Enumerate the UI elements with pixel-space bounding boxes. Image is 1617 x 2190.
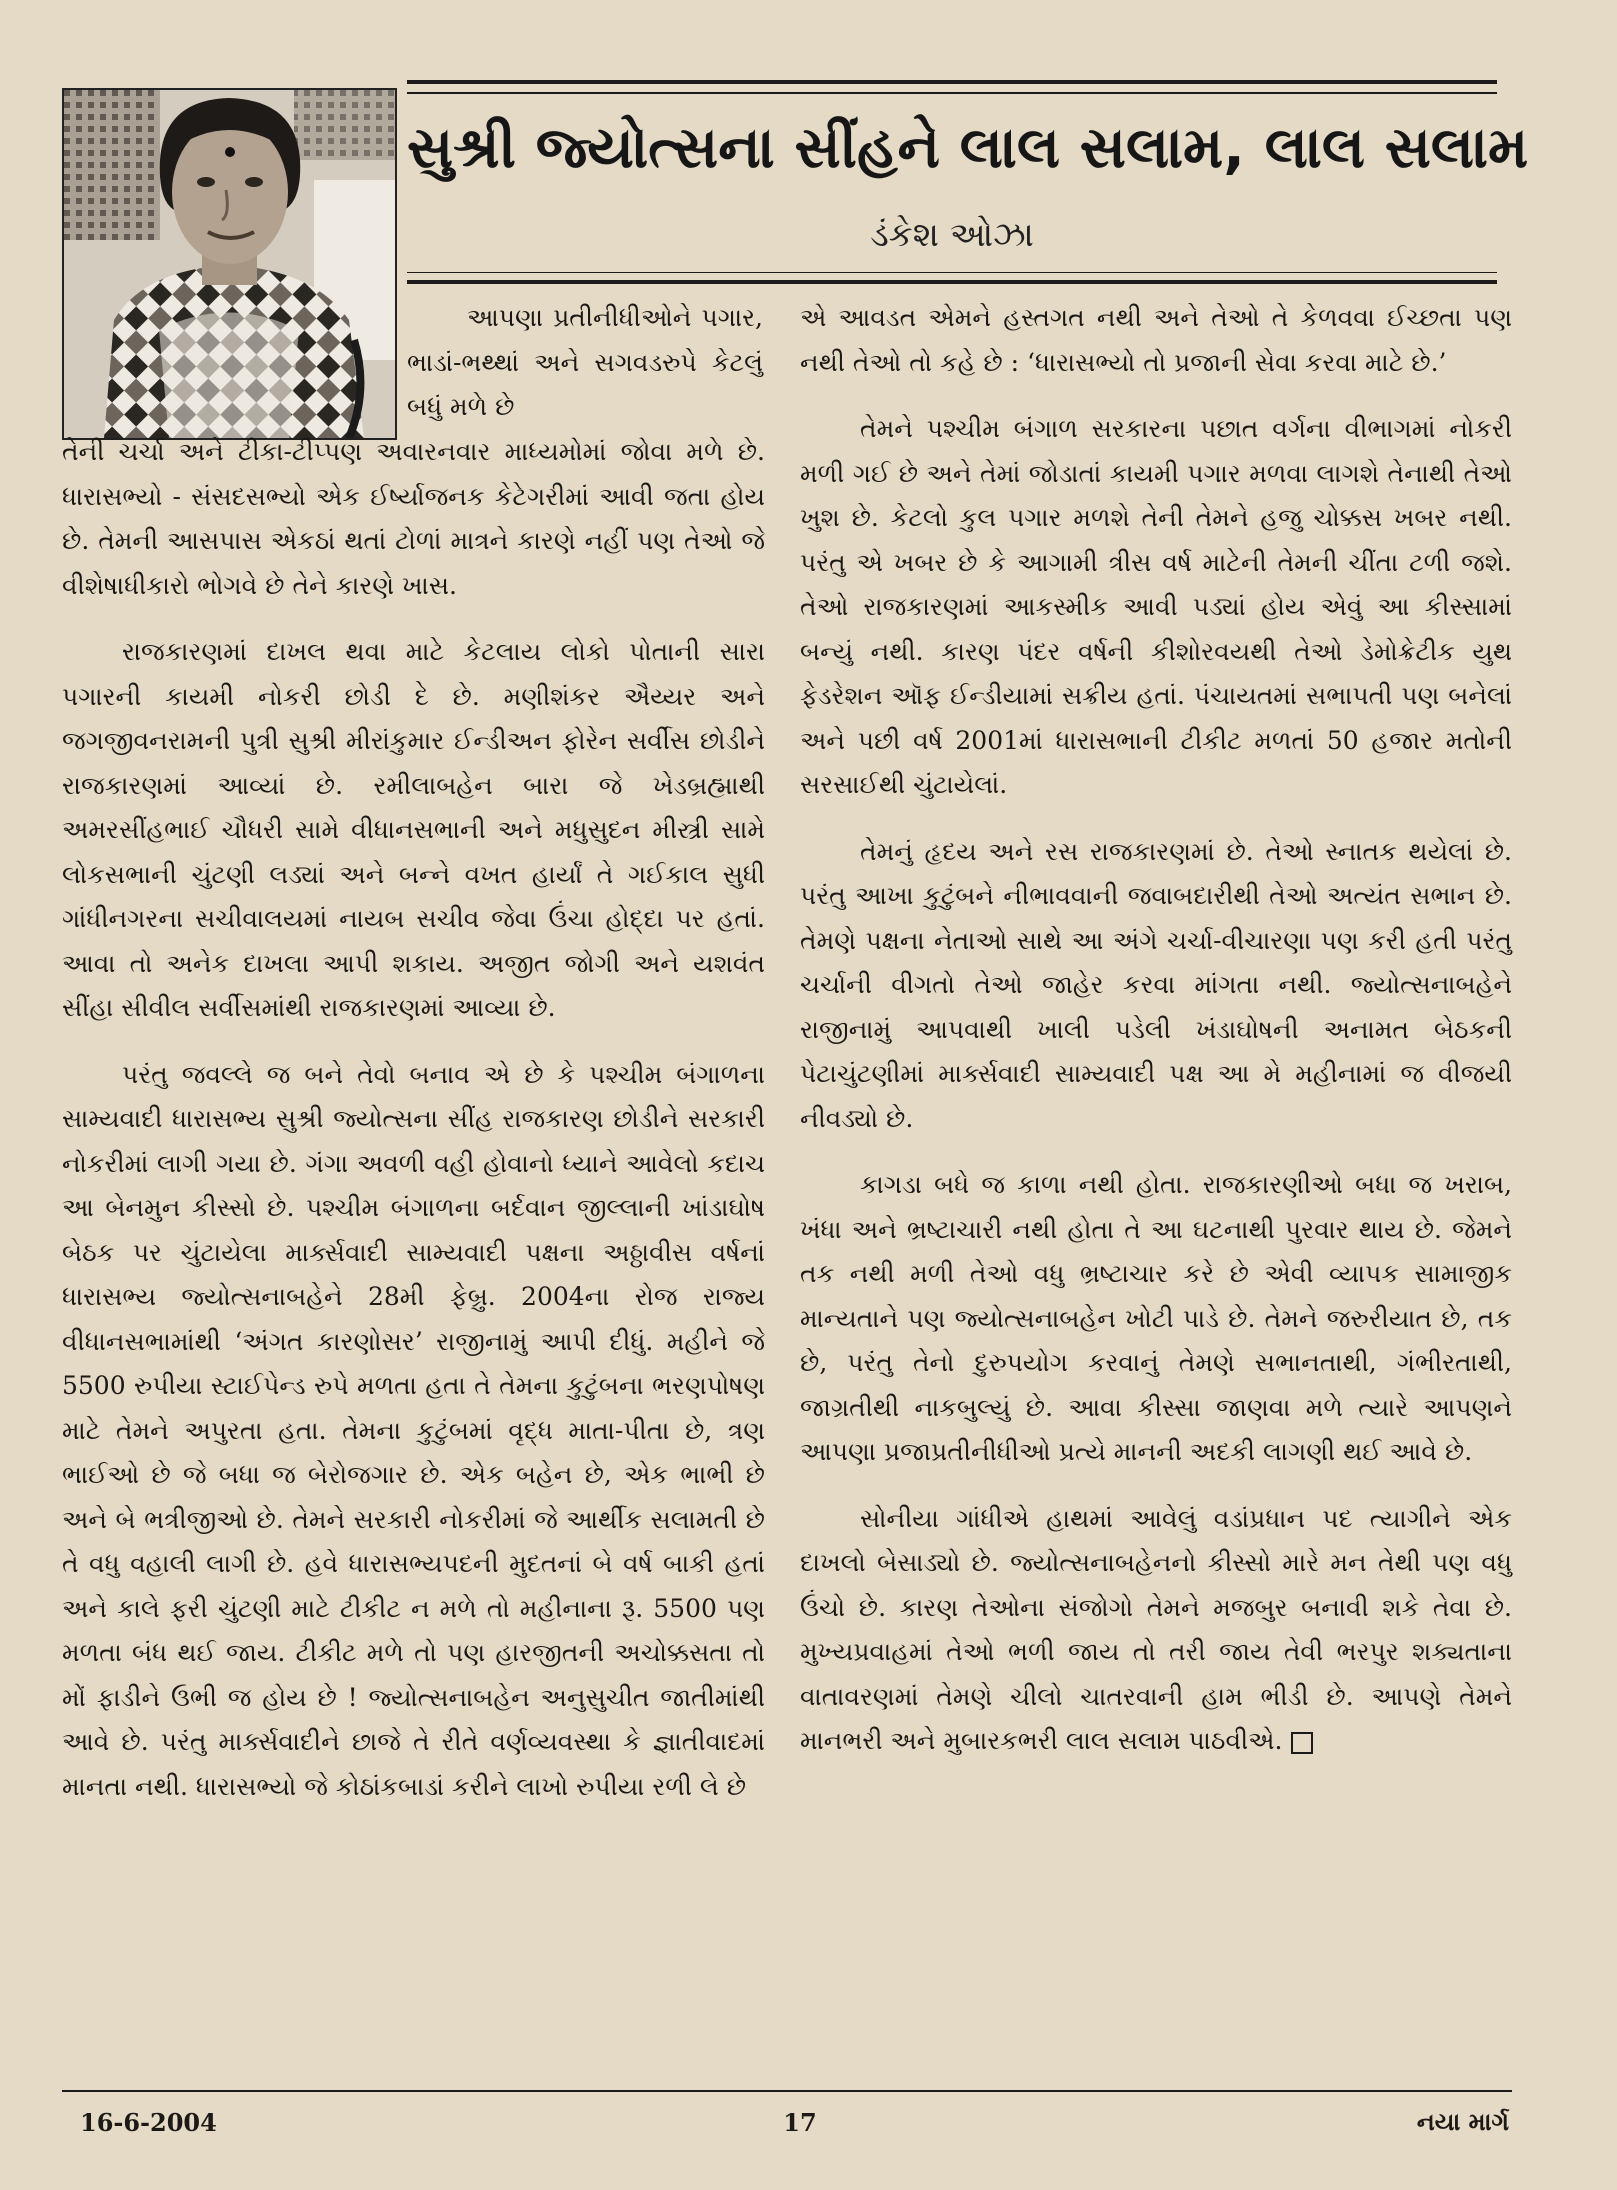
article-author: ડંકેશ ઓઝા [870,215,1034,255]
body-paragraph: એ આવડત એમને હસ્તગત નથી અને તેઓ તે કેળવવા ઈચ્છતા પણ નથી તેઓ તો કહે છે : ‘ધારાસભ્યો તો પ્રજાની સેવા કરવા માટે છે.’ [800,303,1512,377]
header-top-rule [407,80,1497,94]
body-paragraph: તેમને પશ્ચીમ બંગાળ સરકારના પછાત વર્ગના વીભાગમાં નોકરી મળી ગઈ છે અને તેમાં જોડાતાં કાયમી પગાર મળવા લાગશે તેનાથી તેઓ ખુશ છે. કેટલો કુલ પગાર મળશે તેની તેમને હજુ ચોક્કસ ખબર નથી. પરંતુ એ ખબર છે કે આગામી ત્રીસ વર્ષ માટેની તેમની ચીંતા ટળી જશે. તેઓ રાજકારણમાં આકસ્મીક આવી પડ્યાં હોય એવું આ કીસ્સામાં બન્યું નથી. કારણ પંદર વર્ષની કીશોરવયથી તેઓ ડેમોક્રેટીક યુથ ફેડરેશન ઑફ ઈન્ડીયામાં સક્રીય હતાં. પંચાયતમાં સભાપતી પણ બનેલાં અને પછી વર્ષ 2001માં ધારાસભાની ટીકીટ મળતાં 50 હજાર મતોની સરસાઈથી ચુંટાયેલાં. [800,414,1512,799]
intro-column [407,296,763,430]
issue-date: 16-6-2004 [80,2108,217,2137]
page-number: 17 [783,2108,817,2137]
body-paragraph: પરંતુ જવલ્લે જ બને તેવો બનાવ એ છે કે પશ્ચીમ બંગાળના સામ્યવાદી ધારાસભ્ય સુશ્રી જ્યોત્સના સીંહ રાજકારણ છોડીને સરકારી નોકરીમાં લાગી ગયા છે. ગંગા અવળી વહી હોવાનો ધ્યાને આવેલો કદાચ આ બેનમુન કીસ્સો છે. પશ્ચીમ બંગાળના બર્દવાન જીલ્લાની ખાંડાઘોષ બેઠક પર ચુંટાયેલા માર્ક્સવાદી સામ્યવાદી પક્ષના અઠ્ઠાવીસ વર્ષનાં ધારાસભ્ય જ્યોત્સનાબહેને 28મી ફેબ્રુ. 2004ના રોજ રાજ્ય વીધાનસભામાંથી ‘અંગત કારણોસર’ રાજીનામું આપી દીધું. મહીને જે 5500 રુપીયા સ્ટાઈપેન્ડ રુપે મળતા હતા તે તેમના કુટુંબના ભરણપોષણ માટે તેમને અપુરતા હતા. તેમના કુટુંબમાં વૃદ્ધ માતા-પીતા છે, ત્રણ ભાઈઓ છે જે બધા જ બેરોજગાર છે. એક બહેન છે, એક ભાભી છે અને બે ભત્રીજીઓ છે. તેમને સરકારી નોકરીમાં જે આર્થીક સલામતી છે તે વધુ વહાલી લાગી છે. હવે ધારાસભ્યપદની મુદતનાં બે વર્ષ બાકી હતાં અને કાલે ફરી ચુંટણી માટે ટીકીટ ન મળે તો મહીનાના રૂ. 5500 પણ મળતા બંધ થઈ જાય. ટીકીટ મળે તો પણ હારજીતની અચોક્કસતા તો મોં ફાડીને ઉભી જ હોય છે ! જ્યોત્સનાબહેન અનુસુચીત જાતીમાંથી આવે છે. પરંતુ માર્ક્સવાદીને છાજે તે રીતે વર્ણવ્યવસ્થા કે જ્ઞાતીવાદમાં માનતા નથી. ધારાસભ્યો જે કોઠાંકબાડાં કરીને લાખો રુપીયા રળી લે છે [62,1059,765,1801]
body-paragraph [800,1497,1512,1764]
portrait-image [64,90,395,438]
left-column [62,430,765,1809]
body-paragraph: તેની ચર્ચા અને ટીકા-ટીપ્પણ અવારનવાર માધ્યમોમાં જોવા મળે છે. ધારાસભ્યો - સંસદસભ્યો એક ઈર્ષ્યાજનક કેટેગરીમાં આવી જતા હોય છે. તેમની આસપાસ એકઠાં થતાં ટોળાં માત્રને કારણે નહીં પણ તેઓ જે વીશેષાધીકારો ભોગવે છે તેને કારણે ખાસ. [62,437,765,600]
body-paragraph: કાગડા બધે જ કાળા નથી હોતા. રાજકારણીઓ બધા જ ખરાબ, ખંધા અને ભ્રષ્ટાચારી નથી હોતા તે આ ઘટનાથી પુરવાર થાય છે. જેમને તક નથી મળી તેઓ વધુ ભ્રષ્ટાચાર કરે છે એવી વ્યાપક સામાજીક માન્યતાને પણ જ્યોત્સનાબહેન ખોટી પાડે છે. તેમને જરુરીયાત છે, તક છે, પરંતુ તેનો દુરુપયોગ કરવાનું તેમણે સભાનતાથી, ગંભીરતાથી, જાગ્રતીથી નાકબુલ્યું છે. આવા કીસ્સા જાણવા મળે ત્યારે આપણને આપણા પ્રજાપ્રતીનીધીઓ પ્રત્યે માનની અદકી લાગણી થઈ આવે છે. [800,1170,1512,1466]
right-column [800,296,1512,1764]
intro-paragraph: આપણા પ્રતીનીધીઓને પગાર, ભાડાં-ભથ્થાં અને સગવડરુપે કેટલું બધું મળે છે [407,303,763,421]
closing-paragraph-text: સોનીયા ગાંધીએ હાથમાં આવેલું વડાંપ્રધાન પદ ત્યાગીને એક દાખલો બેસાડ્યો છે. જ્યોત્સનાબહેનનો કીસ્સો મારે મન તેથી પણ વધુ ઉંચો છે. કારણ તેઓના સંજોગો તેમને મજબુર બનાવી શકે તેવા છે. મુખ્યપ્રવાહમાં તેઓ ભળી જાય તો તરી જાય તેવી ભરપુર શક્યતાના વાતાવરણમાં તેમણે ચીલો ચાતરવાની હામ ભીડી છે. આપણે તેમને માનભરી અને મુબારકભરી લાલ સલામ પાઠવીએ. [800,1503,1512,1755]
article-title: સુશ્રી જ્યોત્સના સીંહને લાલ સલામ, લાલ સલામ [407,115,1529,181]
footer-rule [62,2090,1512,2092]
header-bottom-rule [407,272,1497,284]
magazine-name: નયા માર્ગ [1416,2108,1509,2136]
author-portrait [62,88,397,440]
body-paragraph: રાજકારણમાં દાખલ થવા માટે કેટલાય લોકો પોતાની સારા પગારની કાયમી નોકરી છોડી દે છે. મણીશંકર ઐય્યર અને જગજીવનરામની પુત્રી સુશ્રી મીરાંકુમાર ઈન્ડીઅન ફોરેન સર્વીસ છોડીને રાજકારણમાં આવ્યાં છે. રમીલાબહેન બારા જે ખેડબ્રહ્માથી અમરસીંહભાઈ ચૌધરી સામે વીધાનસભાની અને મધુસુદન મીસ્ત્રી સામે લોકસભાની ચુંટણી લડ્યાં અને બન્ને વખત હાર્યાં તે ગઈકાલ સુધી ગાંધીનગરના સચીવાલયમાં નાયબ સચીવ જેવા ઉંચા હોદ્દા પર હતાં. આવા તો અનેક દાખલા આપી શકાય. અજીત જોગી અને યશવંત સીંહા સીવીલ સર્વીસમાંથી રાજકારણમાં આવ્યા છે. [62,637,765,1022]
body-paragraph: તેમનું હૃદય અને રસ રાજકારણમાં છે. તેઓ સ્નાતક થયેલાં છે. પરંતુ આખા કુટુંબને નીભાવવાની જવાબદારીથી તેઓ અત્યંત સભાન છે. તેમણે પક્ષના નેતાઓ સાથે આ અંગે ચર્ચા-વીચારણા પણ કરી હતી પરંતુ ચર્ચાની વીગતો તેઓ જાહેર કરવા માંગતા નથી. જ્યોત્સનાબહેને રાજીનામું આપવાથી ખાલી પડેલી ખંડાઘોષની અનામત બેઠકની પેટાચુંટણીમાં માર્ક્સવાદી સામ્યવાદી પક્ષ આ મે મહીનામાં જ વીજયી નીવડ્યો છે. [800,836,1512,1133]
end-of-article-icon [1291,1732,1313,1754]
